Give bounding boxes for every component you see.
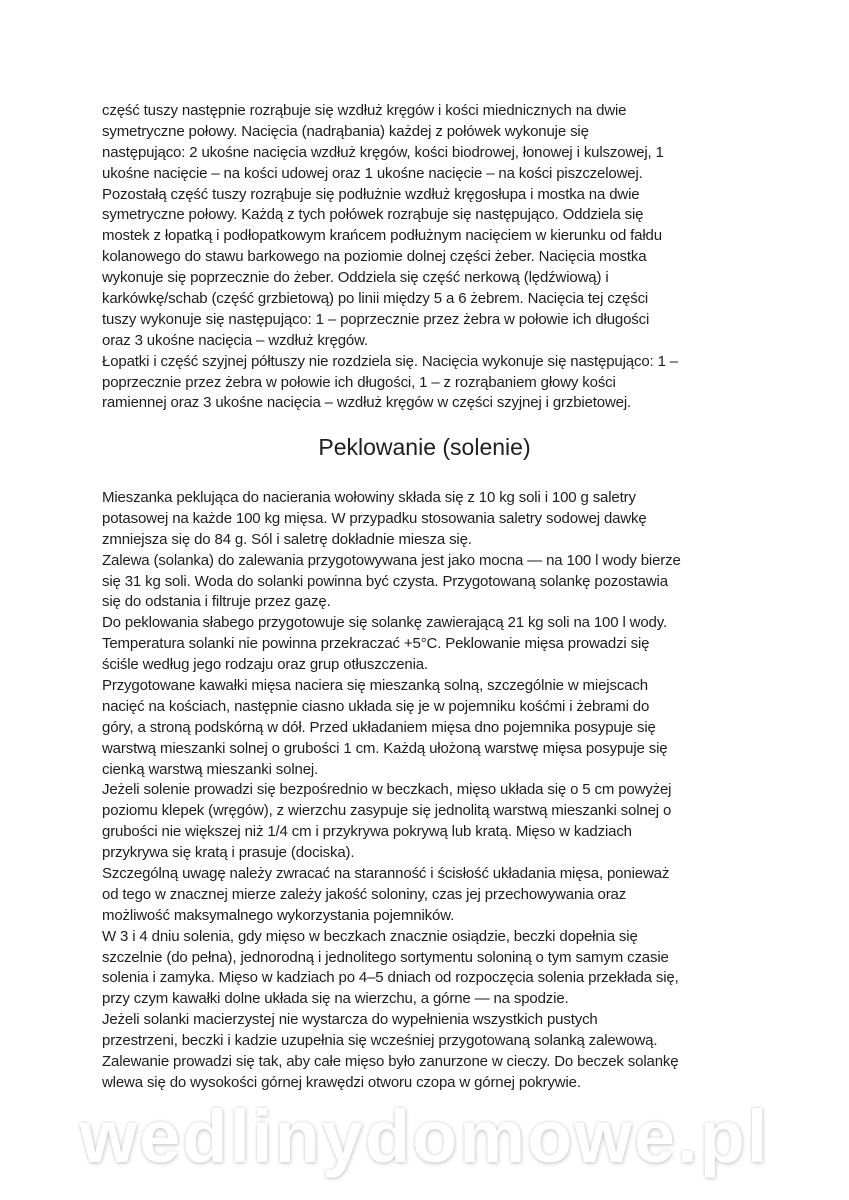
text-line: Łopatki i część szyjnej półtuszy nie rozdziela się. Nacięcia wykonuje się następująco: 1 – [102,352,678,370]
text-line: symetryczne połowy. Każdą z tych połówek rozrąbuje się następująco. Oddziela się [102,206,644,224]
text-line: Pozostałą część tuszy rozrąbuje się podłużnie wzdłuż kręgosłupa i mostka na dwie [102,185,640,203]
text-line: góry, a stroną podskórną w dół. Przed układaniem mięsa dno pojemnika posypuje się [102,718,656,736]
text-line: ukośne nacięcie – na kości udowej oraz 1 ukośne nacięcie – na kości piszczelowej. [102,164,643,182]
text-line: szczelnie (do pełna), jednorodną i jednolitego sortymentu soloniną o tym samym czasie [102,948,669,966]
text-line: przykrywa się kratą i prasuje (dociska). [102,844,355,862]
text-line: poziomu klepek (wręgów), z wierzchu zasypuje się jednolitą warstwą mieszanki solnej o [102,802,672,820]
text-line: ramiennej oraz 3 ukośne nacięcia – wzdłuż kręgów w części szyjnej i grzbietowej. [102,394,632,412]
text-line: symetryczne połowy. Nacięcia (nadrąbania) każdej z połówek wykonuje się [102,122,589,140]
text-line: Przygotowane kawałki mięsa naciera się mieszanką solną, szczególnie w miejscach [102,677,648,695]
text-line: Do peklowania słabego przygotowuje się solankę zawierającą 21 kg soli na 100 l wody. [102,614,667,632]
text-line: wlewa się do wysokości górnej krawędzi otworu czopa w górnej pokrywie. [102,1073,581,1091]
text-line: warstwą mieszanki solnej o grubości 1 cm. Każdą ułożoną warstwę mięsa posypuje się [102,739,668,757]
section-carcass-cutting [102,101,762,414]
text-line: solenia i zamyka. Mięso w kadziach po 4–5 dniach od rozpoczęcia solenia przekłada się, [102,969,679,987]
text-line: od tego w znacznej mierze zależy jakość soloniny, czas jej przechowywania oraz [102,885,627,903]
text-line: przy czym kawałki dolne układa się na wierzchu, a górne — na spodzie. [102,990,569,1008]
section-curing [102,488,762,1094]
text-line: możliwość maksymalnego wykorzystania pojemników. [102,906,455,924]
text-line: wykonuje się poprzecznie do żeber. Oddziela się część nerkową (lędźwiową) i [102,269,609,287]
text-line: Zalewanie prowadzi się tak, aby całe mięso było zanurzone w cieczy. Do beczek solankę [102,1053,679,1071]
text-line: się do odstania i filtruje przez gazę. [102,593,331,611]
text-line: Temperatura solanki nie powinna przekraczać +5°C. Peklowanie mięsa prowadzi się [102,635,650,653]
text-line: Szczególną uwagę należy zwracać na staranność i ścisłość układania mięsa, ponieważ [102,865,670,883]
text-line: część tuszy następnie rozrąbuje się wzdłuż kręgów i kości miednicznych na dwie [102,102,627,119]
text-line: ściśle według jego rodzaju oraz grup otłuszczenia. [102,656,429,674]
section-heading: Peklowanie (solenie) [318,434,531,460]
text-line: cienką warstwą mieszanki solnej. [102,760,319,778]
text-line: oraz 3 ukośne nacięcia – wzdłuż kręgów. [102,331,368,349]
text-line: Jeżeli solenie prowadzi się bezpośrednio w beczkach, mięso układa się o 5 cm powyżej [102,781,672,799]
text-line: następująco: 2 ukośne nacięcia wzdłuż kręgów, kości biodrowej, łonowej i kulszowej, 1 [102,143,664,161]
text-line: tuszy wykonuje się następująco: 1 – poprzecznie przez żebra w połowie ich długości [102,310,650,328]
text-line: zmniejsza się do 84 g. Sól i saletrę dokładnie miesza się. [102,530,472,548]
text-line: się 31 kg soli. Woda do solanki powinna być czysta. Przygotowaną solankę pozostawia [102,572,668,590]
watermark: wedlinydomowe.pl [79,1095,770,1178]
text-line: W 3 i 4 dniu solenia, gdy mięso w beczkach znacznie osiądzie, beczki dopełnia się [102,927,638,945]
text-line: potasowej na każde 100 kg mięsa. W przypadku stosowania saletry sodowej dawkę [102,509,647,527]
text-line: przestrzeni, beczki i kadzie uzupełnia się wcześniej przygotowaną solanką zalewową. [102,1032,658,1050]
text-line: kolanowego do stawu barkowego na poziomie dolnej części żeber. Nacięcia mostka [102,248,647,266]
text-line: grubości nie większej niż 1/4 cm i przykrywa pokrywą lub kratą. Mięso w kadziach [102,823,632,841]
text-line: nacięć na kościach, następnie ciasno układa się je w pojemniku kośćmi i żebrami do [102,697,650,715]
text-line: Zalewa (solanka) do zalewania przygotowywana jest jako mocna — na 100 l wody bierze [102,551,681,569]
text-line: mostek z łopatką i podłopatkowym krańcem podłużnym nacięciem w kierunku od fałdu [102,227,662,245]
text-line: Mieszanka peklująca do nacierania wołowiny składa się z 10 kg soli i 100 g saletry [102,489,636,506]
text-line: Jeżeli solanki macierzystej nie wystarcza do wypełnienia wszystkich pustych [102,1011,598,1029]
text-line: poprzecznie przez żebra w połowie ich długości, 1 – z rozrąbaniem głowy kości [102,373,616,391]
text-line: karkówkę/schab (część grzbietową) po linii między 5 a 6 żebrem. Nacięcia tej części [102,290,649,308]
